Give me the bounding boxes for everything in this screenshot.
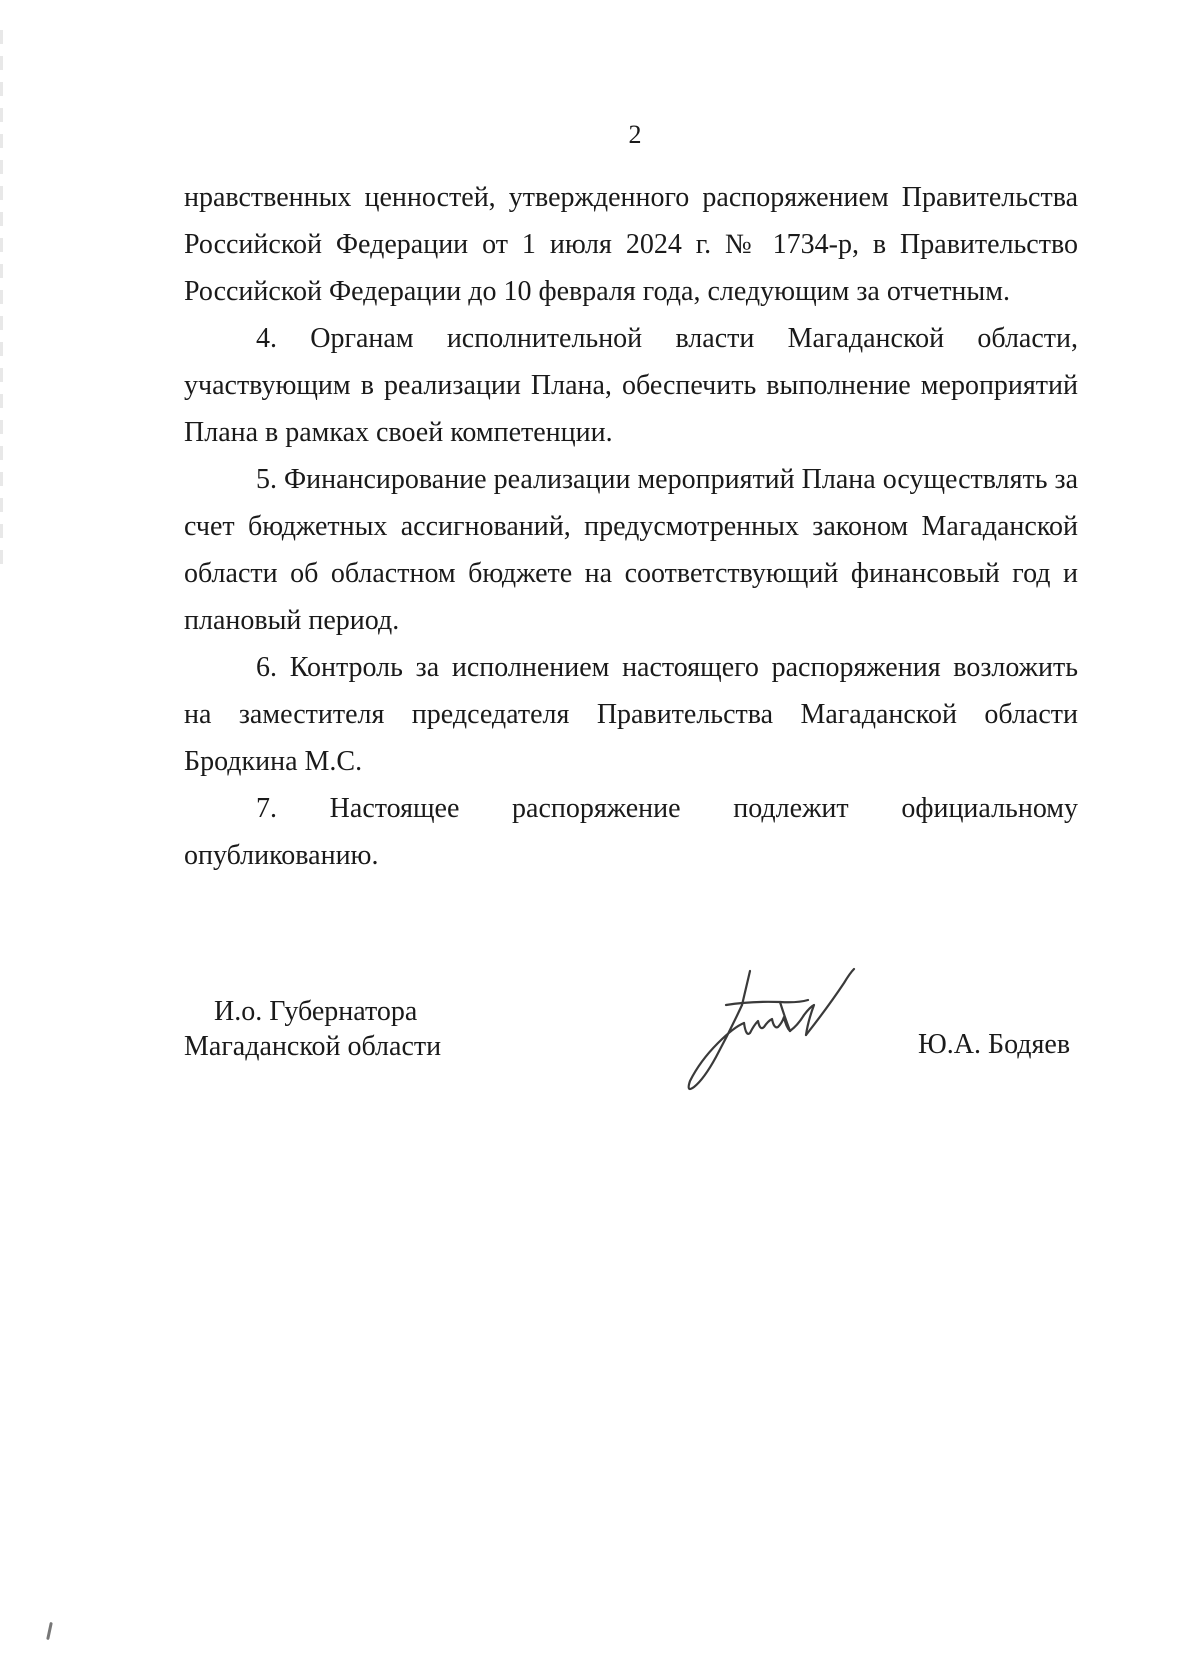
paragraph-item-7: 7. Настоящее распоряжение подлежит официальному опубликованию. bbox=[184, 793, 1078, 871]
paragraph-item-5: 5. Финансирование реализации мероприятий Плана осуществлять за счет бюджетных ассигнований, предусмотренных законом Магаданской области об областном бюджете на соответствующий финансовый год и плановый период. bbox=[184, 464, 1078, 636]
paragraph-continuation: нравственных ценностей, утвержденного распоряжением Правительства Российской Федерации от 1 июля 2024 г. № 1734-р, в Правительство Российской Федерации до 10 февраля года, следующим за отчетным. bbox=[184, 182, 1078, 307]
paragraph-item-4: 4. Органам исполнительной власти Магаданской области, участвующим в реализации Плана, обеспечить выполнение мероприятий Плана в рамках своей компетенции. bbox=[184, 323, 1078, 448]
signatory-name: Ю.А. Бодяев bbox=[918, 1029, 1071, 1060]
handwritten-signature bbox=[680, 965, 870, 1095]
document-body bbox=[184, 174, 1078, 879]
scan-edge-artifact bbox=[0, 30, 3, 570]
signatory-position-line1: И.о. Губернатора bbox=[214, 996, 418, 1027]
paragraph-item-6: 6. Контроль за исполнением настоящего распоряжения возложить на заместителя председателя Правительства Магаданской области Бродкина М.С. bbox=[184, 652, 1078, 777]
page-number: 2 bbox=[628, 120, 642, 149]
scan-speck-artifact bbox=[46, 1622, 53, 1640]
signatory-position-line2: Магаданской области bbox=[184, 1031, 442, 1062]
signatory-position bbox=[184, 994, 441, 1064]
